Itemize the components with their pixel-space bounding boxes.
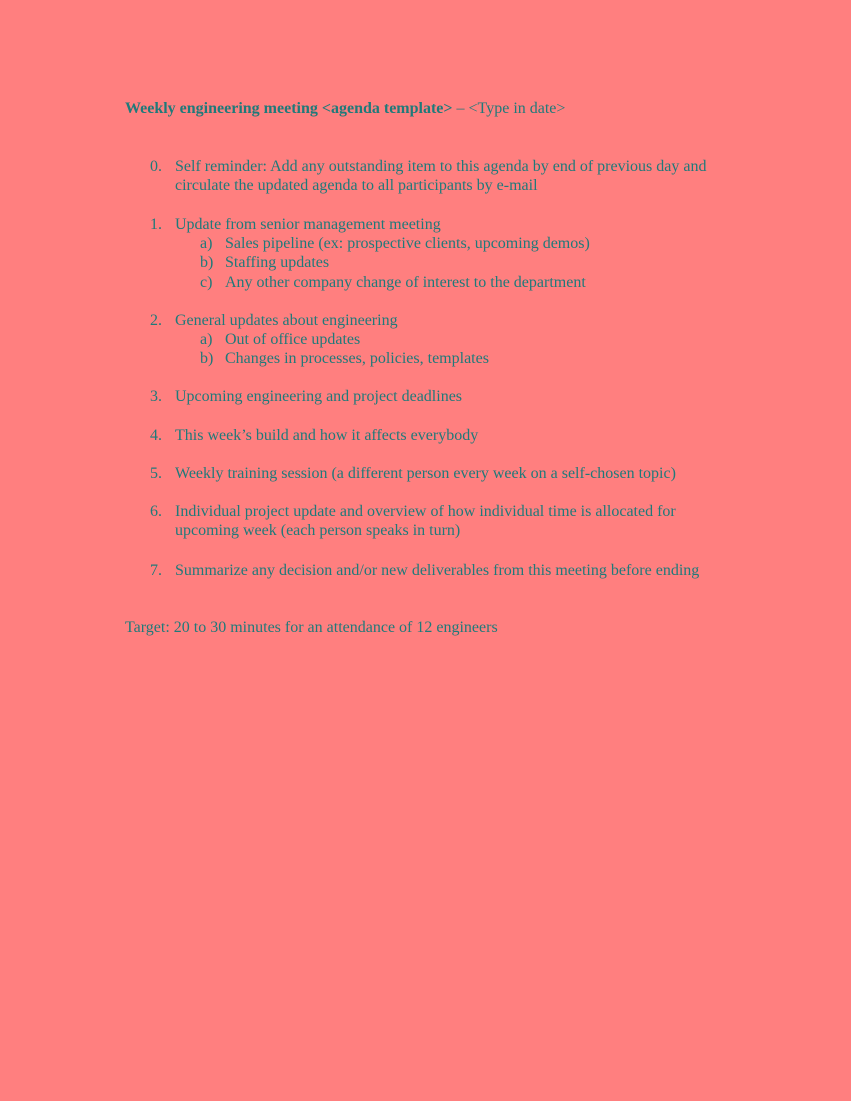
agenda-subitem: [200, 234, 720, 253]
agenda-subitem: [200, 253, 720, 272]
agenda-subitem: [200, 349, 720, 368]
agenda-item-text: Individual project update and overview of how individual time is allocated for upcoming week (each person speaks in turn): [175, 503, 676, 540]
agenda-item: [150, 464, 750, 483]
agenda-subitem-letter: a): [200, 235, 213, 253]
agenda-item-number: 4.: [150, 427, 162, 444]
agenda-item: [150, 311, 750, 369]
agenda-item-number: 1.: [150, 216, 162, 233]
agenda-item: [150, 561, 750, 580]
agenda-item-text: Weekly training session (a different person every week on a self-chosen topic): [175, 465, 676, 482]
agenda-item-number: 0.: [150, 158, 162, 175]
agenda-item-number: 5.: [150, 465, 162, 482]
agenda-item-text: Update from senior management meeting: [175, 216, 441, 233]
agenda-item: [150, 426, 750, 445]
agenda-subitem-text: Out of office updates: [225, 331, 361, 349]
agenda-item: [150, 387, 750, 406]
document-title: [125, 99, 565, 119]
agenda-item-text: Upcoming engineering and project deadlines: [175, 388, 463, 405]
agenda-item-text: General updates about engineering: [175, 312, 398, 329]
agenda-subitem: [200, 330, 720, 349]
agenda-subitem-letter: b): [200, 254, 214, 272]
agenda-subitem-text: Changes in processes, policies, templates: [225, 350, 489, 368]
agenda-item-text: This week’s build and how it affects everybody: [175, 427, 479, 444]
agenda-subitem-letter: b): [200, 350, 214, 368]
agenda-item-text: Summarize any decision and/or new deliverables from this meeting before ending: [175, 562, 700, 579]
agenda-item-text: Self reminder: Add any outstanding item to this agenda by end of previous day and circulate the updated agenda to all participants by e-mail: [175, 158, 707, 195]
agenda-item-number: 7.: [150, 562, 162, 579]
date-placeholder: – <Type in date>: [452, 100, 566, 117]
agenda-subitem: [200, 273, 720, 292]
agenda-subitem-text: Sales pipeline (ex: prospective clients, upcoming demos): [225, 235, 590, 253]
target-note: Target: 20 to 30 minutes for an attendance of 12 engineers: [125, 619, 498, 636]
agenda-item: [150, 157, 750, 195]
agenda-item-number: 6.: [150, 503, 162, 520]
agenda-item: [150, 215, 750, 292]
meeting-title: Weekly engineering meeting <agenda template>: [125, 100, 453, 117]
agenda-subitem-letter: a): [200, 331, 213, 349]
agenda-subitem-letter: c): [200, 273, 213, 291]
agenda-item: [150, 502, 750, 540]
agenda-item-number: 2.: [150, 312, 162, 329]
agenda-item-number: 3.: [150, 388, 162, 405]
agenda-subitem-text: Staffing updates: [225, 254, 330, 272]
agenda-subitem-text: Any other company change of interest to the department: [225, 273, 586, 291]
